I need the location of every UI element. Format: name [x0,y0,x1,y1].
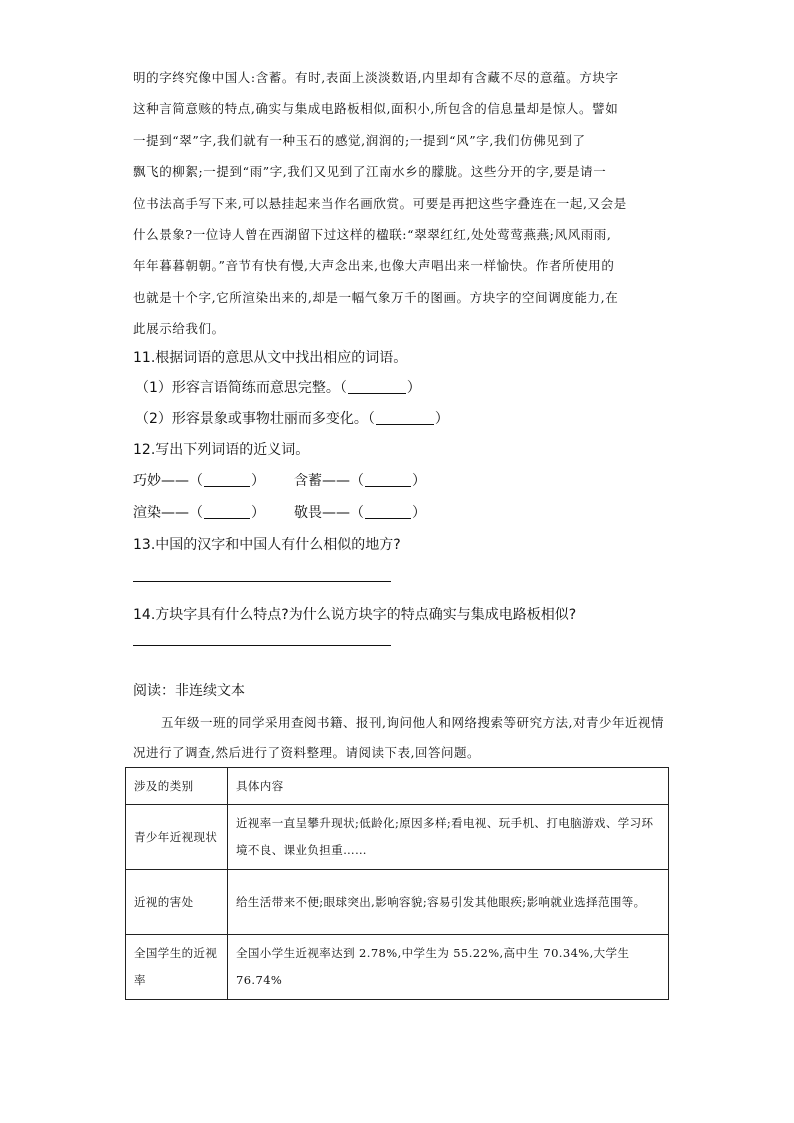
table-cell-category: 近视的害处 [126,870,228,935]
table-row [126,805,669,870]
passage-line: 也就是十个字,它所渲染出来的,却是一幅气象万千的图画。方块字的空间调度能力,在 [133,289,619,305]
table-cell-content: 全国小学生近视率达到 2.78%,中学生为 55.22%,高中生 70.34%,大学生 76.74% [228,935,669,1000]
blank-close: ） [434,411,449,427]
question-11-item-1 [135,378,695,398]
table-cell-content: 近视率一直呈攀升现状;低龄化;原因多样;看电视、玩手机、打电脑游戏、学习环境不良、课业负担重…… [228,805,669,870]
passage-line: 此展示给我们。 [133,321,225,337]
table-row [126,935,669,1000]
synonym-word: 敬畏——（ [294,505,364,521]
table-header-cell: 具体内容 [228,768,669,805]
question-11-item-1-text: （1）形容言语简练而意思完整。（ [135,380,347,396]
table-cell-content: 给生活带来不便;眼球突出,影响容貌;容易引发其他眼疾;影响就业选择范围等。 [228,870,669,935]
passage-line: 年年暮暮朝朝。”音节有快有慢,大声念出来,也像大声唱出来一样愉快。作者所使用的 [133,258,615,274]
synonym-pair [294,471,426,491]
question-11-item-2-text: （2）形容景象或事物壮丽而多变化。（ [135,411,375,427]
passage-line: 飘飞的柳絮;一提到“雨”字,我们又见到了江南水乡的朦胧。这些分开的字,要是请一 [133,164,607,180]
blank-close: ） [251,473,265,489]
passage [133,62,663,345]
table-header-cell: 涉及的类别 [126,768,228,805]
blank-close: ） [406,380,421,396]
synonym-word: 含蓄——（ [294,473,364,489]
question-11-stem: 11.根据词语的意思从文中找出相应的词语。 [133,350,408,366]
question-14-stem: 14.方块字具有什么特点?为什么说方块字的特点确实与集成电路板相似? [133,607,577,623]
answer-line[interactable] [133,645,391,646]
synonym-pair [133,503,265,523]
table-cell-category: 全国学生的近视率 [126,935,228,1000]
question-13-stem: 13.中国的汉字和中国人有什么相似的地方? [133,537,401,553]
question-12-stem: 12.写出下列词语的近义词。 [133,442,310,458]
table-row [126,870,669,935]
synonym-word: 巧妙——（ [133,473,203,489]
passage-line: 明的字终究像中国人:含蓄。有时,表面上淡淡数语,内里却有含藏不尽的意蕴。方块字 [133,70,619,85]
reading-intro-text: 五年级一班的同学采用查阅书籍、报刊,询问他人和网络搜索等研究方法,对青少年近视情况进行了调查,然后进行了资料整理。请阅读下表,回答问题。 [133,715,664,760]
blank-close: ） [412,505,426,521]
answer-blank[interactable] [376,410,434,425]
synonym-pair [133,471,265,491]
reading-intro [133,708,665,768]
synonym-word: 渲染——（ [133,505,203,521]
passage-line: 这种言简意赅的特点,确实与集成电路板相似,面积小,所包含的信息量却是惊人。譬如 [133,101,619,117]
section-title: 阅读：非连续文本 [133,683,245,699]
passage-line: 位书法高手写下来,可以悬挂起来当作名画欣赏。可要是再把这些字叠连在一起,又会是 [133,195,627,211]
answer-blank[interactable] [204,504,250,519]
table-header-row [126,768,669,805]
myopia-table [125,767,669,1000]
passage-line: 一提到“翠”字,我们就有一种玉石的感觉,润润的;一提到“风”字,我们仿佛见到了 [133,132,586,148]
blank-close: ） [412,473,426,489]
answer-blank[interactable] [204,472,250,487]
synonym-pair [294,503,426,523]
answer-blank[interactable] [365,472,411,487]
answer-line[interactable] [133,581,391,582]
question-11-item-2 [135,409,695,429]
passage-line: 什么景象?一位诗人曾在西湖留下过这样的楹联:“翠翠红红,处处莺莺燕燕;风风雨雨, [133,227,612,243]
blank-close: ） [251,505,265,521]
answer-blank[interactable] [365,504,411,519]
table-cell-category: 青少年近视现状 [126,805,228,870]
answer-blank[interactable] [348,379,406,394]
